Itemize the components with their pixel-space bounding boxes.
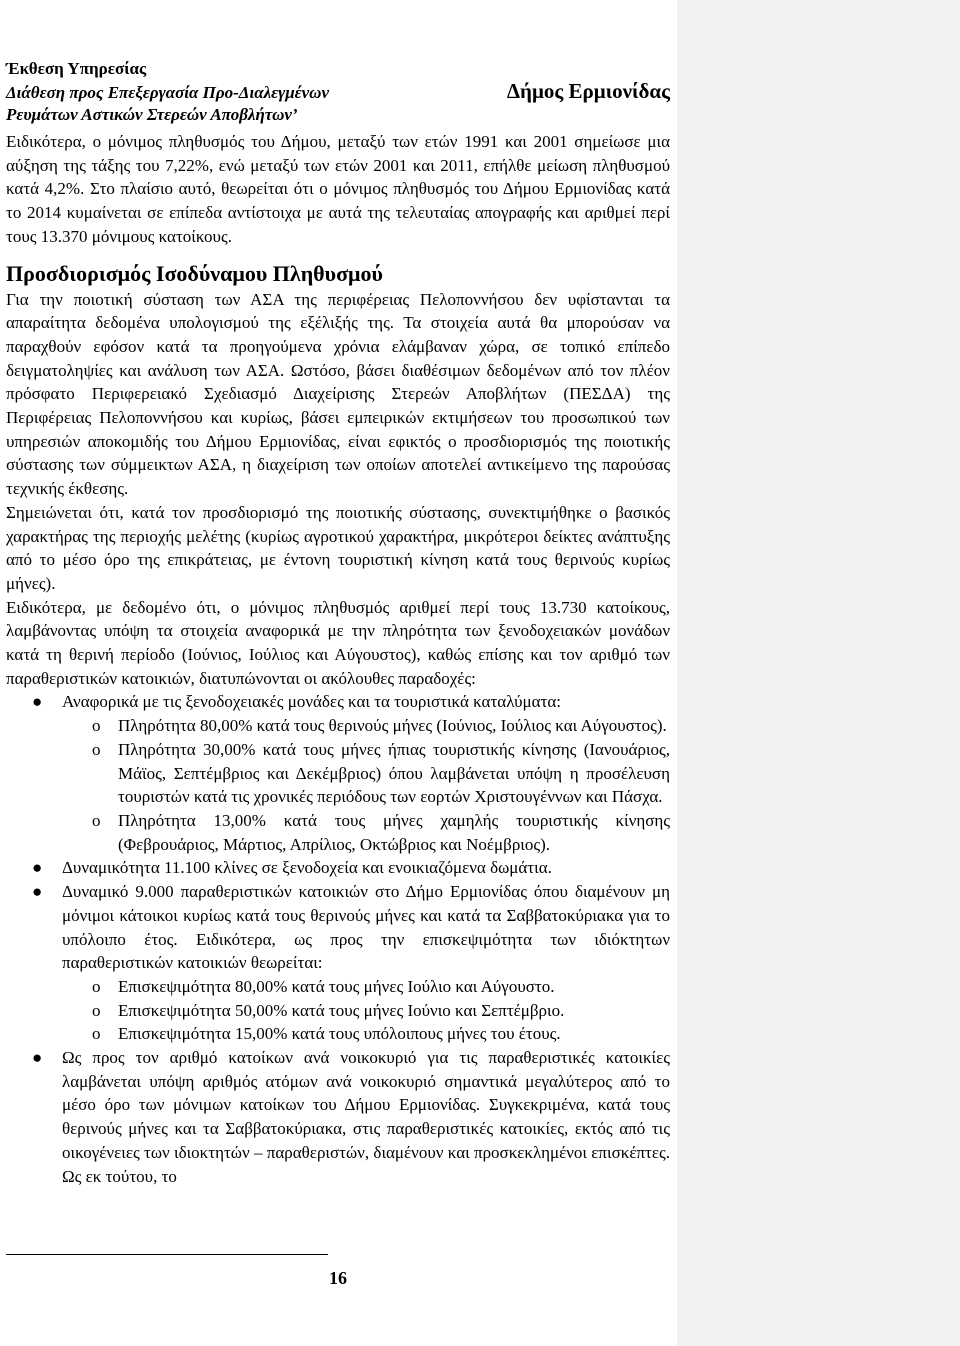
bullet-marker: ● bbox=[32, 858, 43, 878]
sub-bullet-item bbox=[6, 714, 670, 738]
sub-bullet-marker: o bbox=[92, 716, 101, 736]
bullet-item bbox=[6, 1046, 670, 1188]
bullet-marker: ● bbox=[32, 882, 43, 902]
report-subtitle-line1: Διάθεση προς Επεξεργασία Προ-Διαλεγμένων bbox=[6, 83, 329, 102]
bullet-text: Ως προς τον αριθμό κατοίκων ανά νοικοκυριό για τις παραθεριστικές κατοικίες λαμβάνεται υπόψη αριθμός ατόμων ανά νοικοκυριό σημαντικά μεγαλύτερος από το μέσο όρο των μόνιμων κατοίκων του Δήμου Ερμιονίδας. Συγκεκριμένα, κατά τους θερινούς μήνες και τα Σαββατοκύριακα, στις παραθεριστικές κατοικίες, εκτός από τις οικογένειες των ιδιοκτητών – παραθεριστών, διαμένουν και προσκεκλημένοι επισκέπτες. Ως εκ τούτου, το bbox=[62, 1048, 670, 1186]
sub-bullet-item bbox=[6, 738, 670, 809]
comment-margin bbox=[677, 0, 960, 1346]
sub-bullet-marker: o bbox=[92, 739, 101, 759]
sub-bullet-marker: o bbox=[92, 1024, 101, 1044]
report-title: Έκθεση Υπηρεσίας bbox=[6, 59, 147, 78]
sub-bullet-marker: o bbox=[92, 810, 101, 830]
footer-separator bbox=[6, 1254, 328, 1255]
sub-bullet-marker: o bbox=[92, 1000, 101, 1020]
sub-bullet-item bbox=[6, 809, 670, 856]
paragraph-character: Σημειώνεται ότι, κατά τον προσδιορισμό της ποιοτικής σύστασης, συνεκτιμήθηκε ο βασικός χαρακτήρας της περιοχής μελέτης (κυρίως αγροτικού χαρακτήρα, μικρότεροι δείκτες ανάπτυξης από το μέσο όρο της επικράτειας, με έντονη τουριστική κίνηση κατά τους θερινούς κυρίως μήνες). bbox=[6, 502, 670, 593]
paragraph-assumptions: Ειδικότερα, με δεδομένο ότι, ο μόνιμος πληθυσμός αριθμεί περί τους 13.730 κατοίκους, λαμβάνοντας υπόψη τα στοιχεία αναφορικά με την πληρότητα των ξενοδοχειακών μονάδων κατά τη θερινή περίοδο (Ιούνιος, Ιούλιος και Αύγουστος), καθώς επίσης και τον αριθμό των παραθεριστικών κατοικιών, διατυπώνονται οι ακόλουθες παραδοχές: bbox=[6, 597, 670, 688]
header-row bbox=[6, 80, 670, 104]
bullet-text: Δυναμικό 9.000 παραθεριστικών κατοικιών στο Δήμο Ερμιονίδας όπου διαμένουν μη μόνιμοι κάτοικοι κυρίως κατά τους θερινούς μήνες και κατά τα Σαββατοκύριακα για το υπόλοιπο έτος. Ειδικότερα, ως προς την επισκεψιμότητα των ιδιόκτητων παραθεριστικών κατοικιών θεωρείται: bbox=[62, 882, 670, 973]
page-number: 16 bbox=[329, 1268, 347, 1288]
page-body bbox=[6, 130, 670, 1188]
sub-bullet-text: Πληρότητα 80,00% κατά τους θερινούς μήνες (Ιούνιος, Ιούλιος και Αύγουστος). bbox=[118, 716, 667, 736]
sub-bullet-text: Επισκεψιμότητα 15,00% κατά τους υπόλοιπους μήνες του έτους. bbox=[118, 1024, 561, 1044]
sub-bullet-item bbox=[6, 999, 670, 1023]
bullet-text: Αναφορικά με τις ξενοδοχειακές μονάδες και τα τουριστικά καταλύματα: bbox=[62, 692, 562, 712]
section-heading: Προσδιορισμός Ισοδύναμου Πληθυσμού bbox=[6, 260, 383, 286]
paragraph-composition: Για την ποιοτική σύσταση των ΑΣΑ της περιφέρειας Πελοποννήσου δεν υφίστανται τα απαραίτητα δεδομένα υπολογισμού της εξέλιξής της. Τα στοιχεία αυτά θα μπορούσαν να παραχθούν εφόσον κατά τα προηγούμενα χρόνια ελάμβαναν χώρα, σε τοπικό επίπεδο δειγματοληψίες και ανάλυση των ΑΣΑ. Ωστόσο, βάσει διαθέσιμων δεδομένων από τον πλέον πρόσφατο Περιφερειακό Σχεδιασμό Διαχείρισης Στερεών Αποβλήτων (ΠΕΣΔΑ) της Περιφέρειας Πελοποννήσου και κυρίως, βάσει εμπειρικών εκτιμήσεων του προσωπικού των υπηρεσιών αποκομιδής του Δήμου Ερμιονίδας, είναι εφικτός ο προσδιορισμός της ποιοτικής σύστασης των σύμμεικτων ΑΣΑ, η διαχείριση των οποίων αποτελεί αντικείμενο της παρούσας τεχνικής έκθεσης. bbox=[6, 289, 670, 499]
bullet-marker: ● bbox=[32, 1048, 43, 1068]
intro-paragraph: Ειδικότερα, ο μόνιμος πληθυσμός του Δήμου, μεταξύ των ετών 1991 και 2001 σημείωσε μια αύξηση της τάξης του 7,22%, ενώ μεταξύ των ετών 2001 και 2011, επήλθε μείωση πληθυσμού κατά 4,2%. Στο πλαίσιο αυτό, θεωρείται ότι ο μόνιμος πληθυσμός του Δήμου Ερμιονίδας κατά το 2014 κυμαίνεται σε επίπεδα αντίστοιχα με αυτά της τελευταίας απογραφής και αριθμεί περί τους 13.370 μόνιμους κατοίκους. bbox=[6, 132, 670, 246]
sub-bullet-item bbox=[6, 975, 670, 999]
sub-bullet-item bbox=[6, 1022, 670, 1046]
sub-bullet-text: Πληρότητα 30,00% κατά τους μήνες ήπιας τουριστικής κίνησης (Ιανουάριος, Μάϊος, Σεπτέμβριος και Δεκέμβριος) όπου λαμβάνεται υπόψη η προσέλευση τουριστών κατά τις χρονικές περιόδους των εορτών Χριστουγέννων και Πάσχα. bbox=[118, 739, 670, 807]
bullet-marker: ● bbox=[32, 692, 43, 712]
sub-bullet-text: Επισκεψιμότητα 50,00% κατά τους μήνες Ιούνιο και Σεπτέμβριο. bbox=[118, 1000, 565, 1020]
bullet-item bbox=[6, 690, 670, 714]
bullet-item bbox=[6, 880, 670, 975]
page-header bbox=[6, 58, 670, 126]
report-subtitle-line2: Ρευμάτων Αστικών Στερεών Αποβλήτων’ bbox=[6, 105, 298, 124]
sub-bullet-marker: o bbox=[92, 976, 101, 996]
bullet-text: Δυναμικότητα 11.100 κλίνες σε ξενοδοχεία και ενοικιαζόμενα δωμάτια. bbox=[62, 858, 552, 878]
sub-bullet-text: Πληρότητα 13,00% κατά τους μήνες χαμηλής τουριστικής κίνησης (Φεβρουάριος, Μάρτιος, Απρίλιος, Οκτώβριος και Νοέμβριος). bbox=[118, 810, 670, 854]
municipality-name: Δήμος Ερμιονίδας bbox=[506, 79, 670, 103]
sub-bullet-text: Επισκεψιμότητα 80,00% κατά τους μήνες Ιούλιο και Αύγουστο. bbox=[118, 976, 555, 996]
bullet-item bbox=[6, 856, 670, 880]
